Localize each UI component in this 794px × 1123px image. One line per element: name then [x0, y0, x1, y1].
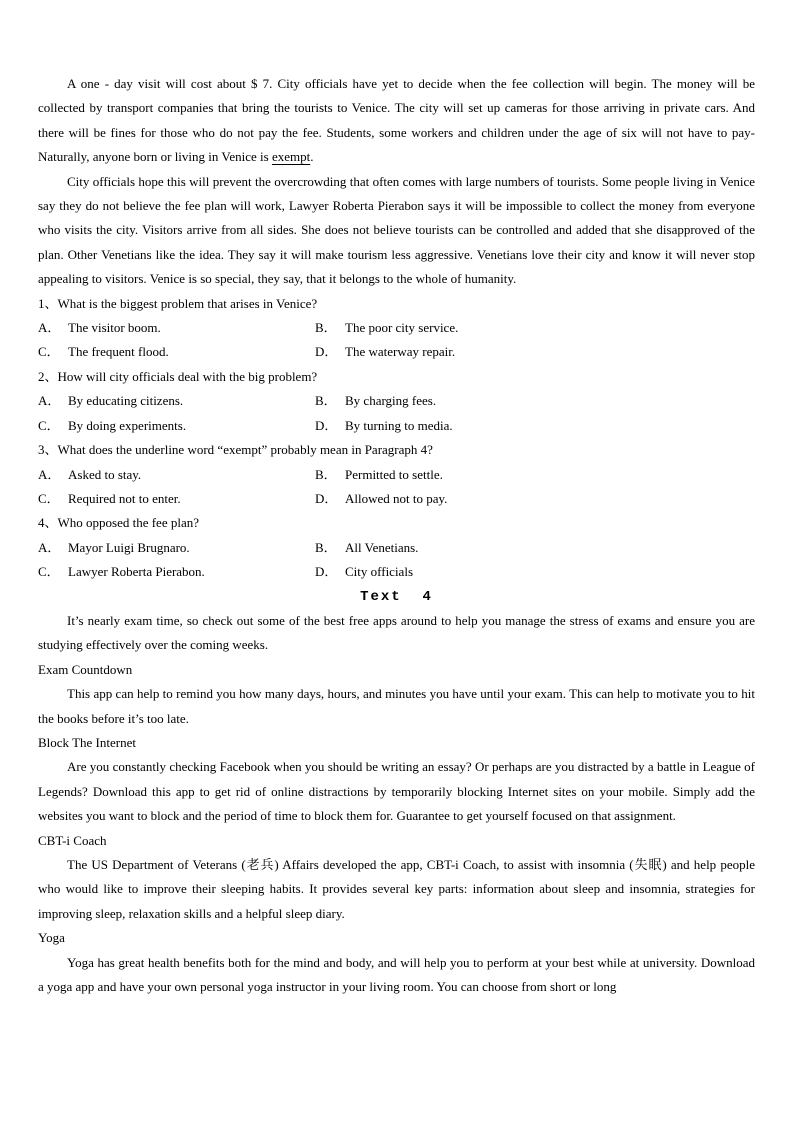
option-letter: C． [38, 344, 60, 360]
option-text: By educating citizens. [68, 393, 184, 409]
option-letter: A． [38, 539, 61, 555]
option-letter: C． [38, 564, 60, 580]
underlined-word-exempt: exempt [271, 149, 311, 165]
option-text: By turning to media. [345, 417, 453, 433]
section-title-yoga: Yoga [38, 930, 65, 946]
question-4-option-a [38, 536, 315, 560]
question-4-option-b [315, 536, 755, 560]
passage-paragraph-2: City officials hope this will prevent the overcrowding that often comes with large numbers of tourists. Some people living in Venice say they do not believe the fee plan will work, Lawyer Roberta Pierabon says it will be impossible to collect the money from everyone who visits the city. Visitors arrive from all sides. She does not believe tourists can be controlled and added that she disapproved of the plan. Other Venetians like the idea. They say it will make tourism less aggressive. Venetians love their city and know it will never stop appealing to visitors. Venice is so special, they say, that it belongs to the whole of humanity. [38, 173, 755, 287]
option-text: Allowed not to pay. [345, 490, 448, 506]
question-1-option-c [38, 340, 315, 364]
section-body-exam-countdown: This app can help to remind you how many days, hours, and minutes you have until your exam. This can help to motivate you to hit the books before it’s too late. [38, 686, 755, 726]
question-2-option-c [38, 414, 315, 438]
question-1-option-d [315, 340, 755, 364]
text4-intro-paragraph: It’s nearly exam time, so check out some of the best free apps around to help you manage the stress of exams and ensure you are studying effectively over the coming weeks. [38, 612, 755, 653]
option-text: By charging fees. [345, 393, 437, 409]
option-text: Asked to stay. [68, 466, 142, 482]
passage-paragraph-1-period: . [310, 149, 314, 165]
option-letter: A． [38, 320, 61, 336]
option-letter: C． [38, 490, 60, 506]
option-letter: A． [38, 393, 61, 409]
question-1-option-b [315, 316, 755, 340]
option-letter: D． [315, 564, 338, 580]
option-text: All Venetians. [345, 539, 419, 555]
option-text: Permitted to settle. [345, 466, 443, 482]
question-1-option-a [38, 316, 315, 340]
section-title-cbt-i-coach: CBT-i Coach [38, 832, 107, 848]
question-3-options-row-2 [38, 487, 755, 511]
option-text: The waterway repair. [345, 344, 456, 360]
option-text: City officials [345, 564, 414, 580]
question-2: 2、How will city officials deal with the big problem? [38, 368, 318, 384]
question-1: 1、What is the biggest problem that arises in Venice? [38, 295, 318, 311]
question-2-option-d [315, 414, 755, 438]
question-1-options-row-2 [38, 340, 755, 364]
option-letter: D． [315, 490, 338, 506]
option-letter: B． [315, 539, 337, 555]
question-3-option-d [315, 487, 755, 511]
question-1-options-row-1 [38, 316, 755, 340]
option-letter: A． [38, 466, 61, 482]
passage-paragraph-1 [38, 72, 755, 170]
question-3-option-c [38, 487, 315, 511]
question-4: 4、Who opposed the fee plan? [38, 515, 200, 531]
section-body-yoga: Yoga has great health benefits both for the mind and body, and will help you to perform at your best while at university. Download a yoga app and have your own personal yoga instructor in your living room. You can choose from short or long [38, 954, 755, 995]
option-text: The frequent flood. [68, 344, 169, 360]
question-4-options-row-1 [38, 536, 755, 560]
question-3-option-a [38, 463, 315, 487]
option-text: The visitor boom. [68, 320, 161, 336]
question-3: 3、What does the underline word “exempt” probably mean in Paragraph 4? [38, 442, 433, 458]
section-title-exam-countdown: Exam Countdown [38, 661, 133, 677]
option-letter: B． [315, 320, 337, 336]
option-letter: D． [315, 344, 338, 360]
question-4-option-d [315, 560, 755, 584]
text4-heading: Text 4 [360, 588, 433, 605]
option-text: The poor city service. [345, 320, 459, 336]
option-text: Lawyer Roberta Pierabon. [68, 564, 205, 580]
question-3-option-b [315, 463, 755, 487]
option-letter: D． [315, 417, 338, 433]
question-2-options-row-1 [38, 389, 755, 413]
section-body-cbt-i-coach: The US Department of Veterans (老兵) Affairs developed the app, CBT-i Coach, to assist with insomnia (失眠) and help people who would like to improve their sleeping habits. It provides several key parts: information about sleep and insomnia, strategies for improving sleep, relaxation skills and a helpful sleep diary. [38, 857, 755, 921]
section-title-block-the-internet: Block The Internet [38, 734, 136, 750]
option-text: Required not to enter. [68, 490, 181, 506]
option-text: Mayor Luigi Brugnaro. [68, 539, 190, 555]
question-4-option-c [38, 560, 315, 584]
option-letter: C． [38, 417, 60, 433]
question-3-options-row-1 [38, 463, 755, 487]
question-2-option-b [315, 389, 755, 413]
question-2-options-row-2 [38, 414, 755, 438]
question-4-options-row-2 [38, 560, 755, 584]
option-letter: B． [315, 466, 337, 482]
passage-paragraph-1-text: A one - day visit will cost about $ 7. City officials have yet to decide when the fee collection will begin. The money will be collected by transport companies that bring the tourists to Venice. The city will set up cameras for those arriving in private cars. And there will be fines for those who do not pay the fee. Students, some workers and children under the age of six will not have to pay- Naturally, anyone born or living in Venice is [38, 76, 755, 165]
option-letter: B． [315, 393, 337, 409]
section-body-block-the-internet: Are you constantly checking Facebook when you should be writing an essay? Or perhaps are you distracted by a battle in League of Legends? Download this app to get rid of online distractions by temporarily blocking Internet sites on your mobile. Simply add the websites you want to block and the period of time to block them for. Guarantee to get yourself focused on that assignment. [38, 759, 755, 824]
question-2-option-a [38, 389, 315, 413]
option-text: By doing experiments. [68, 417, 187, 433]
